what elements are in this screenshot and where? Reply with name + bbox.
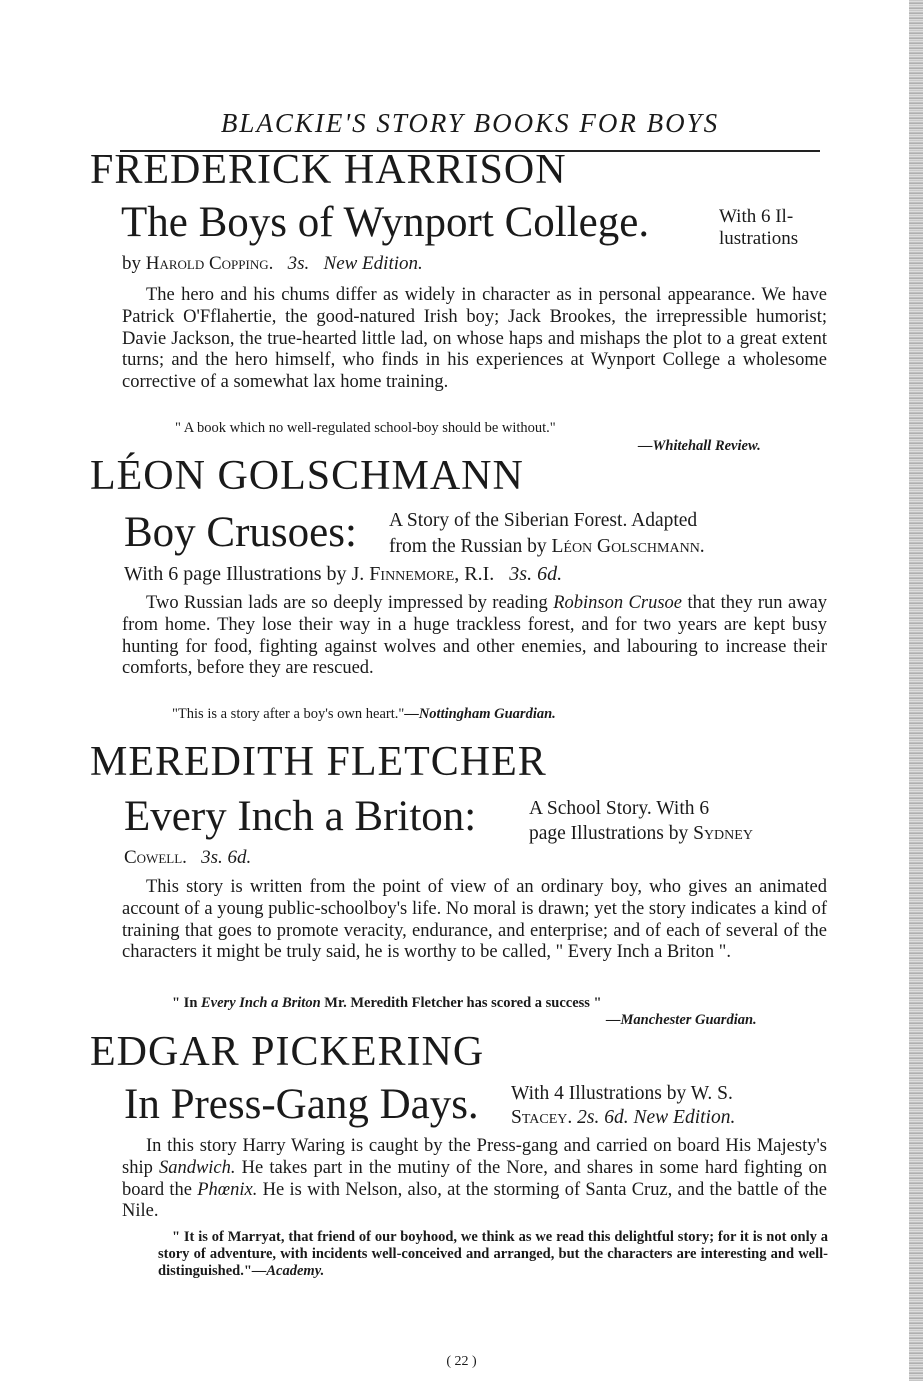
illustrator-name: Sydney bbox=[693, 823, 753, 844]
description-text: Two Russian lads are so deeply impressed by reading bbox=[146, 593, 548, 613]
illustration-line bbox=[124, 563, 562, 586]
title-aside bbox=[389, 508, 827, 560]
aside-line: With 6 Il- bbox=[719, 206, 794, 227]
price: 3s. bbox=[287, 253, 310, 274]
book-reference: Every Inch a Briton bbox=[201, 995, 321, 1011]
author-heading: MEREDITH FLETCHER bbox=[90, 739, 547, 785]
aside-text: page Illustrations by bbox=[529, 823, 689, 844]
description-text: He takes part in the mutiny of the Nore, and shares in some hard fighting on board the bbox=[122, 1157, 827, 1200]
byline-prefix: by bbox=[122, 253, 141, 274]
ship-name: Sandwich. bbox=[158, 1157, 236, 1178]
review-quote bbox=[158, 1229, 828, 1280]
aside-line: lustrations bbox=[719, 228, 799, 249]
running-head: BLACKIE'S STORY BOOKS FOR BOYS bbox=[220, 108, 720, 138]
aside-line bbox=[529, 821, 827, 846]
review-source: —Academy. bbox=[251, 1263, 325, 1279]
edition: New Edition. bbox=[633, 1107, 736, 1128]
price: 3s. 6d. bbox=[201, 847, 252, 868]
title-aside bbox=[719, 206, 798, 250]
quote-text: Mr. Meredith Fletcher has scored a success " bbox=[324, 995, 602, 1011]
aside-line bbox=[389, 534, 827, 560]
review-source: —Nottingham Guardian. bbox=[404, 706, 556, 722]
price: 3s. 6d. bbox=[509, 563, 563, 585]
book-title: Every Inch a Briton: bbox=[124, 793, 477, 840]
description bbox=[122, 593, 827, 680]
description-text: that they run away from home. They lose their way in a huge trackless forest, and for two years are kept busy hunting for food, fighting against wolves and other enemies, and labouring to increase their comforts, before they are rescued. bbox=[122, 593, 828, 679]
ship-name: Phœnix. bbox=[197, 1179, 258, 1200]
quote-text: " It is of Marryat, that friend of our boyhood, we think as we read this delightful story; for it is not only a story of adventure, with incidents well-conceived and arranged, but the characters are interesting and well-distinguished." bbox=[158, 1229, 828, 1279]
review-quote: " A book which no well-regulated school-boy should be without." bbox=[175, 420, 556, 436]
illustration-line bbox=[124, 847, 251, 869]
aside-text: from the Russian by bbox=[389, 536, 547, 557]
book-title: Boy Crusoes: bbox=[124, 509, 357, 556]
quote-text: "This is a story after a boy's own heart." bbox=[172, 706, 405, 722]
quote-text: " In bbox=[172, 995, 198, 1011]
review-quote bbox=[172, 995, 602, 1012]
aside-line: A School Story. With 6 bbox=[529, 798, 710, 819]
illustration-text: With 6 page Illustrations by J. bbox=[124, 563, 365, 585]
description: This story is written from the point of view of an ordinary boy, who gives an animated account of a young public-schoolboy's life. No moral is drawn; yet the story indicates a kind of training that goes to promote veracity, endurance, and enterprise; and of each of several of the characters it might be truly said, he is worthy to be called, " Every Inch a Briton ". bbox=[122, 877, 827, 963]
description: The hero and his chums differ as widely in character as in personal appearance. We have Patrick O'Fflahertie, the good-natured Irish boy; Jack Brookes, the irrepressible humorist; Davie Jackson, the true-hearted little lad, on whose haps and mishaps the plot to a great extent turns; and the hero himself, who finds in his experiences at Wynport College a wholesome corrective of a somewhat lax home training. bbox=[122, 285, 827, 393]
review-quote bbox=[172, 706, 556, 723]
aside-line bbox=[511, 1106, 827, 1130]
title-aside bbox=[529, 796, 827, 846]
description bbox=[122, 1136, 827, 1223]
illustrator-name: Cowell. bbox=[124, 847, 187, 868]
illustrator-name: Stacey. bbox=[511, 1107, 573, 1128]
book-title: The Boys of Wynport College. bbox=[121, 199, 650, 246]
review-source: —Manchester Guardian. bbox=[606, 1012, 757, 1028]
price: 2s. 6d. bbox=[577, 1107, 629, 1128]
author-heading: FREDERICK HARRISON bbox=[90, 147, 567, 193]
book-title: In Press-Gang Days. bbox=[124, 1081, 479, 1128]
aside-line: With 4 Illustrations by W. S. bbox=[511, 1083, 733, 1104]
page-number: ( 22 ) bbox=[446, 1354, 477, 1369]
author-heading: EDGAR PICKERING bbox=[90, 1029, 485, 1075]
edition: New Edition. bbox=[323, 253, 423, 274]
byline bbox=[122, 253, 423, 275]
description-text: In this story Harry Waring is caught by the Press-gang and carried on board His Majesty's ship bbox=[122, 1136, 827, 1178]
title-aside bbox=[511, 1082, 827, 1130]
aside-line: A Story of the Siberian Forest. Adapted bbox=[389, 510, 698, 531]
book-reference: Robinson Crusoe bbox=[553, 593, 682, 613]
review-source: —Whitehall Review. bbox=[638, 438, 761, 454]
translator-name: Léon Golschmann. bbox=[551, 536, 705, 557]
description-text: He is with Nelson, also, at the storming of Santa Cruz, and the battle of the Nile. bbox=[122, 1179, 828, 1222]
illustrator-name: Finnemore, R.I. bbox=[369, 563, 495, 585]
illustrator-name: Harold Copping. bbox=[145, 253, 274, 274]
author-heading: LÉON GOLSCHMANN bbox=[90, 453, 524, 499]
